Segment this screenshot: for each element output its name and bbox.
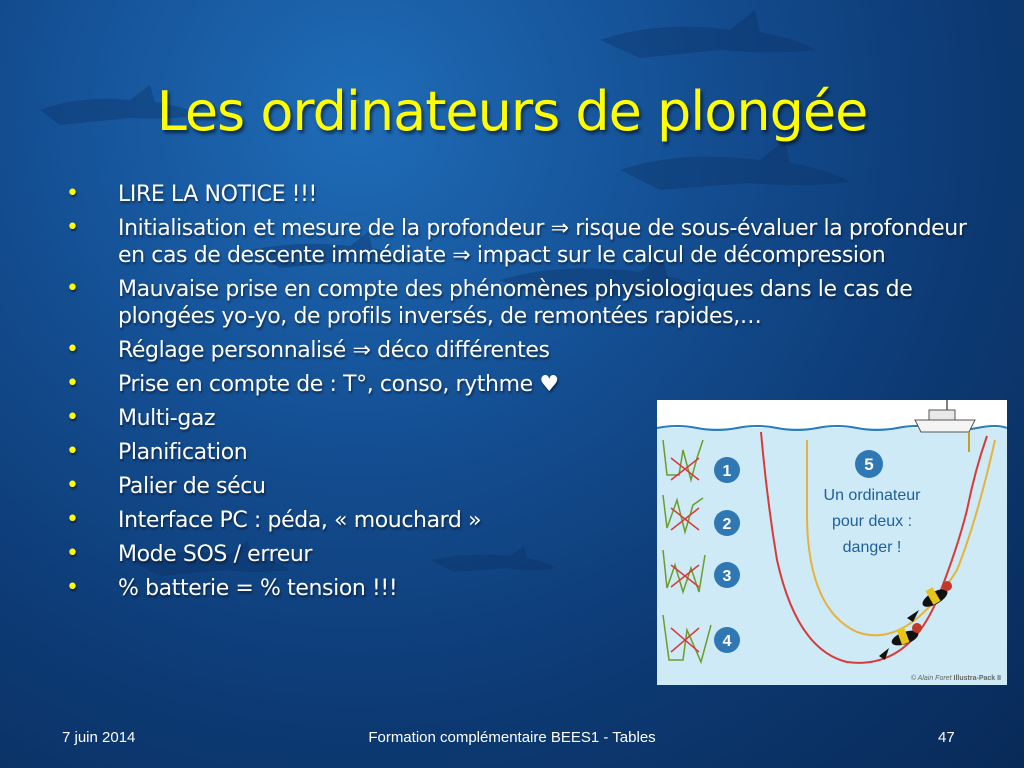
footer-date: 7 juin 2014: [62, 729, 136, 746]
bullet-icon: •: [66, 215, 79, 240]
number-badge: [714, 457, 740, 483]
bullet-icon: •: [66, 337, 79, 362]
caption-line: Un ordinateur: [823, 487, 921, 504]
svg-text:4: 4: [722, 633, 732, 650]
shark-silhouette: [600, 10, 815, 58]
number-badge: [714, 627, 740, 653]
number-badge: [855, 450, 883, 478]
bullet-icon: •: [66, 405, 79, 430]
list-item: • Interface PC : péda, « mouchard »: [66, 507, 482, 533]
list-item: • Mauvaise prise en compte des phénomènes physiologiques dans le cas de plongées yo-yo, de profils inversés, de remontées rapides,…: [66, 276, 913, 329]
footer-title: Formation complémentaire BEES1 - Tables: [368, 729, 656, 746]
caption-line: pour deux :: [831, 513, 913, 530]
water-area: [657, 428, 1007, 685]
slide-title: Les ordinateurs de plongée: [156, 80, 868, 143]
bullet-icon: •: [66, 439, 79, 464]
illustration-credit: © Alain Foret Illustra-Pack II: [910, 675, 1001, 682]
list-item: • Réglage personnalisé ⇒ déco différentes: [66, 337, 550, 363]
bullet-icon: •: [66, 575, 79, 600]
svg-text:1: 1: [722, 463, 732, 480]
bullet-icon: •: [66, 276, 79, 301]
list-item: • Initialisation et mesure de la profondeur ⇒ risque de sous-évaluer la profondeur en cas de descente immédiate ⇒ impact sur le calcul de décompression: [66, 215, 967, 268]
list-item: • Palier de sécu: [66, 473, 266, 499]
bullet-icon: •: [66, 541, 79, 566]
bullet-icon: •: [66, 507, 79, 532]
dive-profile-illustration: [657, 400, 1007, 685]
svg-text:5: 5: [864, 455, 874, 474]
list-item: • Mode SOS / erreur: [66, 541, 313, 567]
svg-text:2: 2: [722, 516, 732, 533]
list-item: • LIRE LA NOTICE !!!: [66, 181, 317, 207]
number-badge: [714, 562, 740, 588]
number-badge: [714, 510, 740, 536]
bullet-icon: •: [66, 473, 79, 498]
caption-line: danger !: [842, 539, 902, 556]
list-item: • Prise en compte de : T°, conso, rythme ♥: [66, 371, 559, 397]
list-item: • Planification: [66, 439, 248, 465]
bullet-icon: •: [66, 181, 79, 206]
list-item: • % batterie = % tension !!!: [66, 575, 398, 601]
svg-text:3: 3: [722, 568, 732, 585]
list-item: • Multi-gaz: [66, 405, 216, 431]
slide-number: 47: [938, 729, 955, 746]
bullet-icon: •: [66, 371, 79, 396]
